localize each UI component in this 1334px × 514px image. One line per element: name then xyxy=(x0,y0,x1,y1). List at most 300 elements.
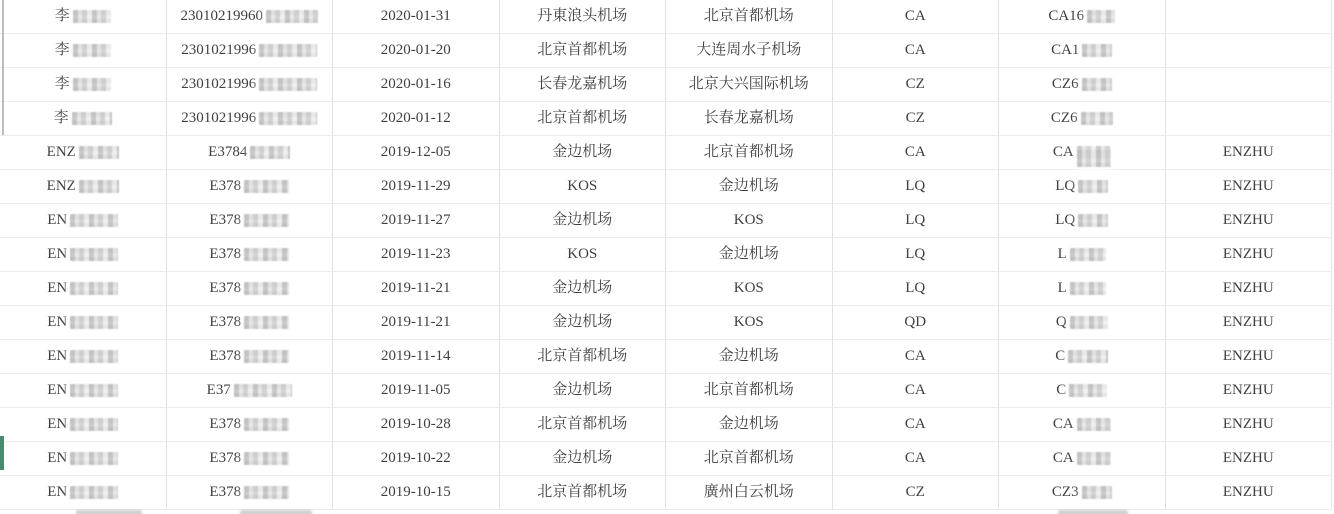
cell-passenger-code[interactable] xyxy=(1166,272,1333,305)
redaction-blur xyxy=(70,214,118,227)
id-number-text: E3784 xyxy=(208,144,248,160)
cell-flight-number[interactable] xyxy=(999,340,1166,373)
cell-flight-date[interactable] xyxy=(333,238,500,271)
table-row[interactable] xyxy=(0,408,1332,442)
cell-airline-code[interactable] xyxy=(833,0,1000,33)
id-number-text: E37 xyxy=(206,382,231,398)
redaction-blur xyxy=(73,78,111,91)
cell-flight-number[interactable] xyxy=(999,408,1166,441)
table-row[interactable] xyxy=(0,204,1332,238)
passenger-name-text: ENZ xyxy=(46,178,76,194)
cell-departure-airport[interactable] xyxy=(500,374,667,407)
airline-code-text: CA xyxy=(904,348,926,364)
redaction-blur xyxy=(1068,350,1108,363)
passenger-name-text: EN xyxy=(47,348,68,364)
redaction-blur xyxy=(1077,146,1111,167)
arrival-airport-text: 北京首都机场 xyxy=(703,450,794,466)
flight-number-text: CA xyxy=(1052,416,1074,432)
cell-passenger-code[interactable] xyxy=(1166,170,1333,203)
passenger-name-text: 李 xyxy=(54,42,70,58)
departure-airport-text: 长春龙嘉机场 xyxy=(537,76,628,92)
table-row[interactable] xyxy=(0,34,1332,68)
departure-airport-text: 金边机场 xyxy=(552,314,613,330)
arrival-airport-text: KOS xyxy=(733,212,764,228)
cell-passenger-code[interactable] xyxy=(1166,476,1333,509)
cell-airline-code[interactable] xyxy=(833,272,1000,305)
cell-passenger-name[interactable] xyxy=(0,34,167,67)
cell-id-number[interactable] xyxy=(167,442,334,475)
passenger-code-text: ENZHU xyxy=(1222,314,1274,330)
cell-passenger-code[interactable] xyxy=(1166,306,1333,339)
id-number-text: E378 xyxy=(209,212,242,228)
cell-flight-number[interactable] xyxy=(999,136,1166,169)
redaction-blur xyxy=(244,282,289,295)
table-row[interactable] xyxy=(0,170,1332,204)
cell-flight-date[interactable] xyxy=(333,306,500,339)
airline-code-text: CA xyxy=(904,42,926,58)
table-row[interactable] xyxy=(0,272,1332,306)
airline-code-text: CA xyxy=(904,144,926,160)
cell-departure-airport[interactable] xyxy=(500,408,667,441)
passenger-name-text: EN xyxy=(47,246,68,262)
cell-arrival-airport[interactable] xyxy=(666,476,833,509)
id-number-text: E378 xyxy=(209,484,242,500)
cell-flight-date[interactable] xyxy=(333,34,500,67)
cell-departure-airport[interactable] xyxy=(500,204,667,237)
redaction-blur xyxy=(1078,180,1108,193)
arrival-airport-text: 北京首都机场 xyxy=(703,8,794,24)
cell-id-number[interactable] xyxy=(167,408,334,441)
table-row[interactable] xyxy=(0,0,1332,34)
cell-airline-code[interactable] xyxy=(833,170,1000,203)
cell-arrival-airport[interactable] xyxy=(666,204,833,237)
redaction-blur xyxy=(79,180,119,193)
arrival-airport-text: 金边机场 xyxy=(718,416,779,432)
redaction-blur xyxy=(1082,78,1112,91)
passenger-code-text: ENZHU xyxy=(1222,382,1274,398)
cell-departure-airport[interactable] xyxy=(500,0,667,33)
redaction-blur xyxy=(1077,452,1111,465)
id-number-text: E378 xyxy=(209,246,242,262)
passenger-code-text: ENZHU xyxy=(1222,246,1274,262)
cell-airline-code[interactable] xyxy=(833,68,1000,101)
cell-passenger-code[interactable] xyxy=(1166,204,1333,237)
redaction-blur xyxy=(1069,384,1107,397)
redaction-blur xyxy=(73,44,111,57)
flight-number-text: C xyxy=(1056,382,1067,398)
id-number-text: E378 xyxy=(209,178,242,194)
flight-date-text: 2020-01-20 xyxy=(380,42,451,58)
passenger-name-text: 李 xyxy=(54,8,70,24)
flight-number-text: CZ6 xyxy=(1051,76,1079,92)
arrival-airport-text: 北京首都机场 xyxy=(703,144,794,160)
passenger-name-text: EN xyxy=(47,314,68,330)
cell-id-number[interactable] xyxy=(167,0,334,33)
departure-airport-text: 金边机场 xyxy=(552,450,613,466)
cell-arrival-airport[interactable] xyxy=(666,238,833,271)
passenger-name-text: EN xyxy=(47,484,68,500)
cell-flight-number[interactable] xyxy=(999,170,1166,203)
airline-code-text: CA xyxy=(904,450,926,466)
partial-next-row-redaction xyxy=(1058,510,1128,514)
cell-departure-airport[interactable] xyxy=(500,68,667,101)
redaction-blur xyxy=(70,248,118,261)
flight-date-text: 2019-12-05 xyxy=(380,144,451,160)
flight-date-text: 2019-11-21 xyxy=(381,314,451,330)
flight-date-text: 2019-11-21 xyxy=(381,280,451,296)
cell-passenger-name[interactable] xyxy=(0,68,167,101)
flight-date-text: 2020-01-31 xyxy=(380,8,451,24)
partial-next-row-redaction xyxy=(240,510,312,514)
redaction-blur xyxy=(1082,44,1112,57)
arrival-airport-text: 廣州白云机场 xyxy=(703,484,794,500)
airline-code-text: LQ xyxy=(905,280,926,296)
flight-number-text: CZ3 xyxy=(1051,484,1079,500)
passenger-code-text: ENZHU xyxy=(1222,416,1274,432)
redaction-blur xyxy=(244,316,289,329)
cell-flight-date[interactable] xyxy=(333,340,500,373)
table-row[interactable] xyxy=(0,68,1332,102)
cell-departure-airport[interactable] xyxy=(500,136,667,169)
table-row[interactable] xyxy=(0,136,1332,170)
cell-id-number[interactable] xyxy=(167,238,334,271)
cell-airline-code[interactable] xyxy=(833,102,1000,135)
passenger-name-text: EN xyxy=(47,450,68,466)
passenger-code-text: ENZHU xyxy=(1222,348,1274,364)
passenger-name-text: 李 xyxy=(54,76,70,92)
redaction-blur xyxy=(244,418,289,431)
cell-flight-number[interactable] xyxy=(999,442,1166,475)
redaction-blur xyxy=(79,146,119,159)
cell-arrival-airport[interactable] xyxy=(666,306,833,339)
departure-airport-text: 金边机场 xyxy=(552,212,613,228)
redaction-blur xyxy=(1082,486,1112,499)
cell-airline-code[interactable] xyxy=(833,408,1000,441)
id-number-text: 23010219960 xyxy=(180,8,263,24)
cell-id-number[interactable] xyxy=(167,306,334,339)
flight-date-text: 2019-11-05 xyxy=(381,382,451,398)
cell-flight-date[interactable] xyxy=(333,476,500,509)
redaction-blur xyxy=(1087,10,1115,23)
arrival-airport-text: KOS xyxy=(733,314,764,330)
flight-number-text: L xyxy=(1057,246,1067,262)
id-number-text: E378 xyxy=(209,450,242,466)
departure-airport-text: 丹東浪头机场 xyxy=(537,8,628,24)
redaction-blur xyxy=(70,350,118,363)
cell-arrival-airport[interactable] xyxy=(666,408,833,441)
redaction-blur xyxy=(70,418,118,431)
airline-code-text: CZ xyxy=(905,484,925,500)
redaction-blur xyxy=(1081,112,1113,125)
airline-code-text: LQ xyxy=(905,246,926,262)
redaction-blur xyxy=(234,384,292,397)
cell-passenger-code[interactable] xyxy=(1166,442,1333,475)
cell-flight-date[interactable] xyxy=(333,442,500,475)
cell-passenger-name[interactable] xyxy=(0,170,167,203)
departure-airport-text: KOS xyxy=(567,178,598,194)
cell-arrival-airport[interactable] xyxy=(666,442,833,475)
arrival-airport-text: 大连周水子机场 xyxy=(696,42,802,58)
id-number-text: 2301021996 xyxy=(181,42,257,58)
cell-airline-code[interactable] xyxy=(833,238,1000,271)
flight-date-text: 2019-10-22 xyxy=(380,450,451,466)
partial-next-row-redaction xyxy=(76,510,142,514)
table-row[interactable] xyxy=(0,102,1332,136)
passenger-name-text: ENZ xyxy=(46,144,76,160)
cell-flight-date[interactable] xyxy=(333,68,500,101)
cell-arrival-airport[interactable] xyxy=(666,102,833,135)
cell-passenger-code[interactable] xyxy=(1166,34,1333,67)
airline-code-text: CA xyxy=(904,416,926,432)
flight-number-text: CA xyxy=(1052,144,1074,160)
flight-date-text: 2020-01-16 xyxy=(380,76,451,92)
cell-passenger-name[interactable] xyxy=(0,306,167,339)
table-row[interactable] xyxy=(0,306,1332,340)
cell-arrival-airport[interactable] xyxy=(666,34,833,67)
row-selection-green-marker xyxy=(0,436,4,470)
cell-id-number[interactable] xyxy=(167,272,334,305)
cell-departure-airport[interactable] xyxy=(500,272,667,305)
cell-passenger-name[interactable] xyxy=(0,442,167,475)
redaction-blur xyxy=(244,180,289,193)
cell-id-number[interactable] xyxy=(167,476,334,509)
arrival-airport-text: 北京首都机场 xyxy=(703,382,794,398)
cell-departure-airport[interactable] xyxy=(500,170,667,203)
redaction-blur xyxy=(70,486,118,499)
airline-code-text: CZ xyxy=(905,76,925,92)
arrival-airport-text: 长春龙嘉机场 xyxy=(703,110,794,126)
flight-number-text: Q xyxy=(1055,314,1067,330)
id-number-text: E378 xyxy=(209,348,242,364)
redaction-blur xyxy=(70,452,118,465)
cell-flight-number[interactable] xyxy=(999,102,1166,135)
cell-flight-number[interactable] xyxy=(999,306,1166,339)
cell-airline-code[interactable] xyxy=(833,136,1000,169)
cell-airline-code[interactable] xyxy=(833,340,1000,373)
table-row[interactable] xyxy=(0,476,1332,510)
cell-passenger-name[interactable] xyxy=(0,340,167,373)
flight-number-text: LQ xyxy=(1055,178,1076,194)
flight-number-text: C xyxy=(1055,348,1066,364)
arrival-airport-text: 北京大兴国际机场 xyxy=(688,76,809,92)
cell-flight-date[interactable] xyxy=(333,0,500,33)
redaction-blur xyxy=(70,316,118,329)
airline-code-text: CA xyxy=(904,382,926,398)
cell-arrival-airport[interactable] xyxy=(666,68,833,101)
departure-airport-text: 北京首都机场 xyxy=(537,416,628,432)
arrival-airport-text: 金边机场 xyxy=(718,178,779,194)
flight-date-text: 2019-11-23 xyxy=(381,246,451,262)
flight-date-text: 2020-01-12 xyxy=(380,110,451,126)
redaction-blur xyxy=(70,282,118,295)
redaction-blur xyxy=(70,384,118,397)
departure-airport-text: 金边机场 xyxy=(552,382,613,398)
flight-number-text: CZ6 xyxy=(1050,110,1078,126)
passenger-name-text: 李 xyxy=(53,110,69,126)
cell-id-number[interactable] xyxy=(167,34,334,67)
cell-passenger-code[interactable] xyxy=(1166,68,1333,101)
flight-number-text: L xyxy=(1057,280,1067,296)
cell-passenger-code[interactable] xyxy=(1166,374,1333,407)
redaction-blur xyxy=(244,486,289,499)
departure-airport-text: 金边机场 xyxy=(552,280,613,296)
cell-passenger-code[interactable] xyxy=(1166,102,1333,135)
cell-airline-code[interactable] xyxy=(833,306,1000,339)
cell-passenger-code[interactable] xyxy=(1166,238,1333,271)
cell-departure-airport[interactable] xyxy=(500,340,667,373)
cell-departure-airport[interactable] xyxy=(500,476,667,509)
cell-id-number[interactable] xyxy=(167,102,334,135)
flight-number-text: CA16 xyxy=(1048,8,1085,24)
cell-arrival-airport[interactable] xyxy=(666,170,833,203)
cell-departure-airport[interactable] xyxy=(500,442,667,475)
passenger-code-text: ENZHU xyxy=(1222,178,1274,194)
cell-id-number[interactable] xyxy=(167,340,334,373)
redaction-blur xyxy=(250,146,290,159)
table-row[interactable] xyxy=(0,238,1332,272)
cell-passenger-name[interactable] xyxy=(0,272,167,305)
passenger-code-text: ENZHU xyxy=(1222,450,1274,466)
departure-airport-text: 北京首都机场 xyxy=(537,110,628,126)
flight-number-text: CA xyxy=(1052,450,1074,466)
cell-passenger-name[interactable] xyxy=(0,102,167,135)
passenger-name-text: EN xyxy=(47,416,68,432)
redaction-blur xyxy=(244,214,289,227)
cell-departure-airport[interactable] xyxy=(500,306,667,339)
cell-flight-number[interactable] xyxy=(999,204,1166,237)
flight-date-text: 2019-11-27 xyxy=(381,212,451,228)
departure-airport-text: 金边机场 xyxy=(552,144,613,160)
redaction-blur xyxy=(1070,248,1106,261)
redaction-blur xyxy=(1077,418,1111,431)
arrival-airport-text: KOS xyxy=(733,280,764,296)
cell-departure-airport[interactable] xyxy=(500,102,667,135)
cell-id-number[interactable] xyxy=(167,204,334,237)
cell-flight-date[interactable] xyxy=(333,408,500,441)
flight-date-text: 2019-11-29 xyxy=(381,178,451,194)
cell-id-number[interactable] xyxy=(167,136,334,169)
cell-departure-airport[interactable] xyxy=(500,238,667,271)
passenger-name-text: EN xyxy=(47,280,68,296)
redaction-blur xyxy=(244,248,289,261)
airline-code-text: QD xyxy=(904,314,927,330)
cell-passenger-name[interactable] xyxy=(0,0,167,33)
airline-code-text: LQ xyxy=(905,178,926,194)
departure-airport-text: 北京首都机场 xyxy=(537,484,628,500)
cell-passenger-name[interactable] xyxy=(0,238,167,271)
table-row[interactable] xyxy=(0,442,1332,476)
id-number-text: E378 xyxy=(209,416,242,432)
cell-departure-airport[interactable] xyxy=(500,34,667,67)
cell-passenger-code[interactable] xyxy=(1166,0,1333,33)
cell-flight-date[interactable] xyxy=(333,204,500,237)
id-number-text: E378 xyxy=(209,314,242,330)
passenger-code-text: ENZHU xyxy=(1222,484,1274,500)
table-row[interactable] xyxy=(0,374,1332,408)
cell-airline-code[interactable] xyxy=(833,204,1000,237)
cell-airline-code[interactable] xyxy=(833,476,1000,509)
cell-flight-number[interactable] xyxy=(999,68,1166,101)
redaction-blur xyxy=(1070,282,1106,295)
departure-airport-text: 北京首都机场 xyxy=(537,348,628,364)
cell-passenger-name[interactable] xyxy=(0,374,167,407)
cell-passenger-name[interactable] xyxy=(0,408,167,441)
cell-passenger-code[interactable] xyxy=(1166,136,1333,169)
id-number-text: 2301021996 xyxy=(181,110,257,126)
left-edge-gray-strip xyxy=(2,0,4,135)
redaction-blur xyxy=(259,44,317,57)
flight-date-text: 2019-11-14 xyxy=(381,348,451,364)
cell-passenger-name[interactable] xyxy=(0,204,167,237)
airline-code-text: LQ xyxy=(905,212,926,228)
passenger-code-text: ENZHU xyxy=(1222,144,1274,160)
airline-code-text: CZ xyxy=(905,110,925,126)
cell-airline-code[interactable] xyxy=(833,374,1000,407)
cell-flight-date[interactable] xyxy=(333,374,500,407)
passenger-name-text: EN xyxy=(47,382,68,398)
redaction-blur xyxy=(244,350,289,363)
cell-airline-code[interactable] xyxy=(833,34,1000,67)
redaction-blur xyxy=(1070,316,1108,329)
departure-airport-text: 北京首都机场 xyxy=(537,42,628,58)
id-number-text: 2301021996 xyxy=(181,76,257,92)
cell-flight-number[interactable] xyxy=(999,476,1166,509)
cell-flight-number[interactable] xyxy=(999,34,1166,67)
cell-flight-number[interactable] xyxy=(999,0,1166,33)
cell-passenger-name[interactable] xyxy=(0,136,167,169)
flight-number-text: CA1 xyxy=(1051,42,1080,58)
redaction-blur xyxy=(266,10,318,23)
flight-date-text: 2019-10-15 xyxy=(380,484,451,500)
redaction-blur xyxy=(72,112,112,125)
cell-arrival-airport[interactable] xyxy=(666,0,833,33)
cell-passenger-code[interactable] xyxy=(1166,408,1333,441)
cell-flight-date[interactable] xyxy=(333,136,500,169)
cell-id-number[interactable] xyxy=(167,374,334,407)
table-row[interactable] xyxy=(0,340,1332,374)
arrival-airport-text: 金边机场 xyxy=(718,246,779,262)
cell-id-number[interactable] xyxy=(167,170,334,203)
cell-flight-number[interactable] xyxy=(999,272,1166,305)
redaction-blur xyxy=(259,112,317,125)
passenger-name-text: EN xyxy=(47,212,68,228)
cell-arrival-airport[interactable] xyxy=(666,272,833,305)
id-number-text: E378 xyxy=(209,280,242,296)
airline-code-text: CA xyxy=(904,8,926,24)
cell-flight-date[interactable] xyxy=(333,170,500,203)
passenger-code-text: ENZHU xyxy=(1222,212,1274,228)
cell-flight-number[interactable] xyxy=(999,238,1166,271)
cell-passenger-code[interactable] xyxy=(1166,340,1333,373)
flight-number-text: LQ xyxy=(1055,212,1076,228)
cell-flight-number[interactable] xyxy=(999,374,1166,407)
arrival-airport-text: 金边机场 xyxy=(718,348,779,364)
cell-airline-code[interactable] xyxy=(833,442,1000,475)
flight-date-text: 2019-10-28 xyxy=(380,416,451,432)
cell-flight-date[interactable] xyxy=(333,272,500,305)
redaction-blur xyxy=(244,452,289,465)
cell-id-number[interactable] xyxy=(167,68,334,101)
cell-arrival-airport[interactable] xyxy=(666,340,833,373)
passenger-code-text: ENZHU xyxy=(1222,280,1274,296)
cell-arrival-airport[interactable] xyxy=(666,374,833,407)
cell-arrival-airport[interactable] xyxy=(666,136,833,169)
departure-airport-text: KOS xyxy=(567,246,598,262)
redaction-blur xyxy=(73,10,111,23)
cell-flight-date[interactable] xyxy=(333,102,500,135)
cell-passenger-name[interactable] xyxy=(0,476,167,509)
redaction-blur xyxy=(259,78,317,91)
